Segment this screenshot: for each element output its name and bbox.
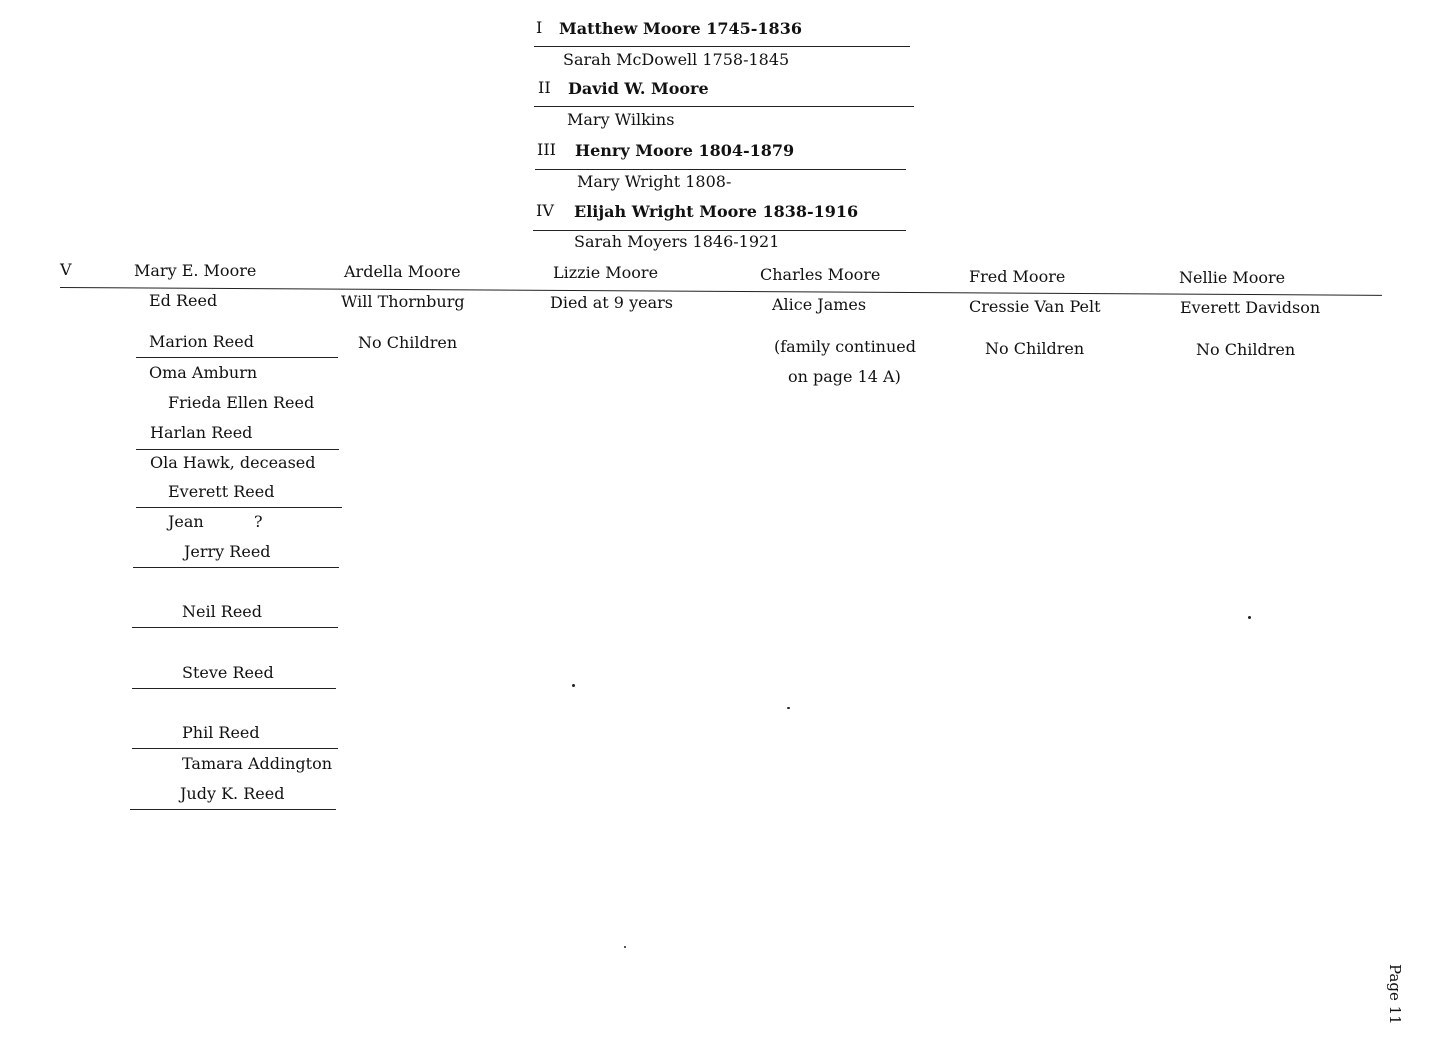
ancestor-name-matthew-moore: Matthew Moore 1745-1836 [559, 19, 802, 38]
descendant-oma-amburn: Oma Amburn [149, 363, 258, 382]
child-name-nellie-moore: Nellie Moore [1179, 268, 1286, 287]
marriage-line-iii [535, 169, 906, 170]
child-name-charles-moore: Charles Moore [760, 265, 881, 284]
child-note-lizzie: Died at 9 years [550, 293, 673, 312]
child-name-mary-moore: Mary E. Moore [134, 261, 257, 280]
descendant-jean: Jean [168, 512, 204, 531]
scan-speck [572, 684, 575, 687]
descendant-frieda-reed: Frieda Ellen Reed [168, 393, 315, 412]
marriage-line-ii [534, 106, 914, 107]
ancestor-spouse-mary-wright: Mary Wright 1808- [577, 172, 732, 191]
child-note-ardella: No Children [358, 333, 458, 352]
child-name-ardella-moore: Ardella Moore [344, 262, 461, 281]
marriage-line-marion [136, 357, 338, 358]
ancestor-name-elijah-moore: Elijah Wright Moore 1838-1916 [574, 202, 859, 221]
generation-numeral-i: I [536, 18, 543, 37]
child-name-fred-moore: Fred Moore [969, 267, 1066, 286]
ancestor-spouse-mary-wilkins: Mary Wilkins [567, 110, 675, 129]
generation-numeral-iv: IV [536, 201, 554, 220]
child-name-lizzie-moore: Lizzie Moore [553, 263, 659, 282]
generation-v-line [60, 287, 1382, 296]
child-note-nellie: No Children [1196, 340, 1296, 359]
marriage-line-harlan [136, 449, 339, 450]
child-spouse-will-thornburg: Will Thornburg [341, 292, 465, 311]
scan-speck [1248, 616, 1251, 619]
line-jerry [133, 567, 339, 568]
marriage-line-everett [136, 507, 342, 508]
marriage-line-i [534, 46, 910, 47]
line-neil [132, 627, 338, 628]
ancestor-spouse-sarah-mcdowell: Sarah McDowell 1758-1845 [563, 50, 790, 69]
descendant-unknown-marker: ? [254, 512, 263, 531]
descendant-jerry-reed: Jerry Reed [184, 542, 271, 561]
scan-speck [787, 707, 790, 709]
child-spouse-cressie-van-pelt: Cressie Van Pelt [969, 297, 1101, 316]
generation-numeral-iii: III [537, 140, 556, 159]
line-steve [132, 688, 336, 689]
generation-numeral-v: V [60, 260, 72, 279]
child-spouse-everett-davidson: Everett Davidson [1180, 298, 1321, 317]
descendant-marion-reed: Marion Reed [149, 332, 254, 351]
descendant-judy-reed: Judy K. Reed [180, 784, 285, 803]
descendant-everett-reed: Everett Reed [168, 482, 275, 501]
descendant-steve-reed: Steve Reed [182, 663, 274, 682]
descendant-tamara-addington: Tamara Addington [182, 754, 333, 773]
marriage-line-phil [132, 748, 338, 749]
ancestor-spouse-sarah-moyers: Sarah Moyers 1846-1921 [574, 232, 780, 251]
scan-speck [624, 946, 626, 948]
generation-numeral-ii: II [538, 78, 551, 97]
page-number-label: Page 11 [1386, 964, 1404, 1025]
child-note-fred: No Children [985, 339, 1085, 358]
child-spouse-ed-reed: Ed Reed [149, 291, 218, 310]
ancestor-name-david-moore: David W. Moore [568, 79, 709, 98]
child-note-charles-line1: (family continued [774, 337, 916, 356]
descendant-phil-reed: Phil Reed [182, 723, 260, 742]
child-note-charles-line2: on page 14 A) [788, 367, 901, 386]
descendant-harlan-reed: Harlan Reed [150, 423, 253, 442]
descendant-neil-reed: Neil Reed [182, 602, 263, 621]
ancestor-name-henry-moore: Henry Moore 1804-1879 [575, 141, 795, 160]
marriage-line-iv [533, 230, 906, 231]
line-judy [130, 809, 336, 810]
descendant-ola-hawk: Ola Hawk, deceased [150, 453, 316, 472]
child-spouse-alice-james: Alice James [772, 295, 867, 314]
